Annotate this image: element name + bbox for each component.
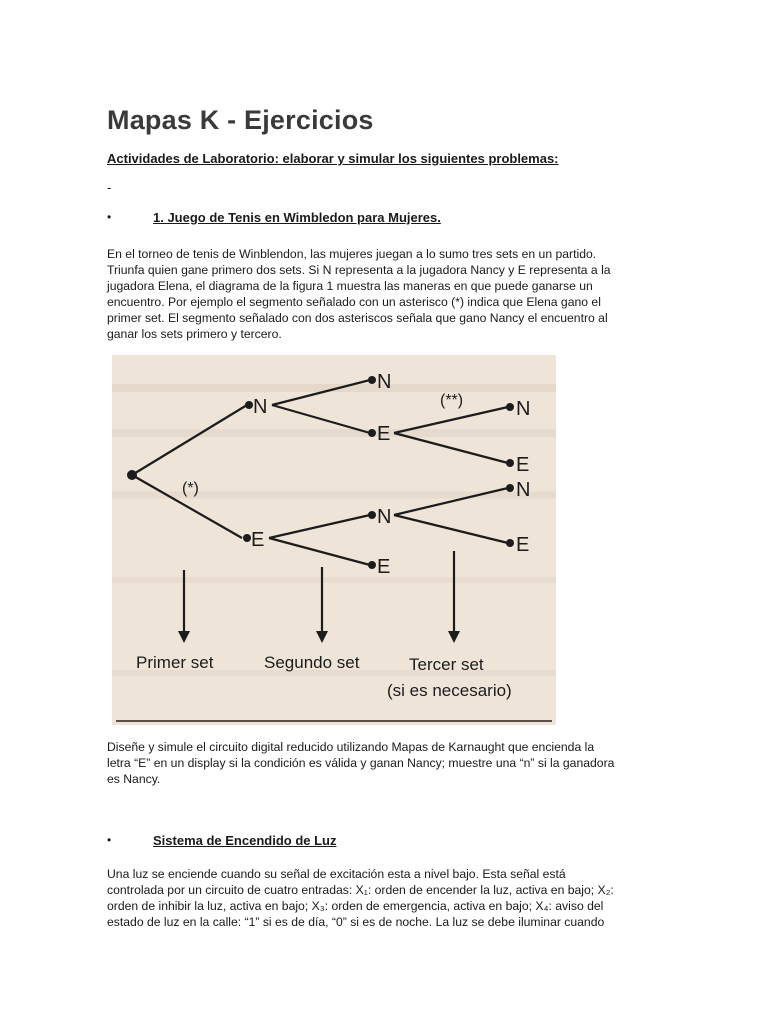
text-line: jugadora Elena, el diagrama de la figura 1 muestra las maneras en que puede ganarse un bbox=[107, 279, 593, 293]
text-line: ganar los sets primero y tercero. bbox=[107, 327, 282, 341]
node-label: N bbox=[253, 396, 268, 418]
label-si-es-necesario: (si es necesario) bbox=[387, 681, 512, 700]
section1-heading: 1. Juego de Tenis en Wimbledon para Mujeres. bbox=[153, 210, 441, 225]
lab-subtitle: Actividades de Laboratorio: elaborar y simular los siguientes problemas: bbox=[107, 151, 559, 166]
text-line: primer set. El segmento señalado con dos asteriscos señala que gano Nancy el encuentro al bbox=[107, 311, 608, 325]
label-primer-set: Primer set bbox=[136, 653, 214, 672]
section1-task bbox=[107, 739, 667, 787]
node-label: E bbox=[251, 529, 265, 551]
section2-body bbox=[107, 866, 667, 930]
node-label: E bbox=[377, 556, 391, 578]
tree-diagram bbox=[112, 355, 556, 725]
bullet-icon: • bbox=[107, 833, 112, 847]
text-line: En el torneo de tenis de Winblendon, las mujeres juegan a lo sumo tres sets en un partido. bbox=[107, 247, 597, 261]
text-line: Una luz se enciende cuando su señal de excitación esta a nivel bajo. Esta señal está bbox=[107, 867, 566, 881]
text-line: orden de inhibir la luz, activa en bajo; X₃: orden de emergencia, activa en bajo; X₄: aviso del bbox=[107, 899, 604, 913]
section1-intro bbox=[107, 246, 667, 342]
text-line: encuentro. Por ejemplo el segmento señalado con un asterisco (*) indica que Elena gano el bbox=[107, 295, 601, 309]
double-asterisk-mark: (**) bbox=[440, 392, 464, 409]
dash-line: - bbox=[107, 180, 112, 195]
text-line: estado de luz en la calle: “1” si es de día, “0” si es de noche. La luz se debe iluminar cuando bbox=[107, 915, 605, 929]
bullet-icon: • bbox=[107, 210, 112, 224]
tree-edges bbox=[132, 380, 508, 637]
label-segundo-set: Segundo set bbox=[264, 653, 360, 672]
node-label: E bbox=[516, 534, 530, 556]
node-label: N bbox=[377, 371, 392, 393]
text-line: Triunfa quien gane primero dos sets. Si N representa a la jugadora Nancy y E representa a la bbox=[107, 263, 611, 277]
tennis-tree-figure bbox=[112, 355, 556, 725]
text-line: Diseñe y simule el circuito digital reducido utilizando Mapas de Karnaught que encienda la bbox=[107, 740, 595, 754]
node-label: E bbox=[377, 423, 391, 445]
node-label: E bbox=[516, 454, 530, 476]
node-label: N bbox=[516, 479, 531, 501]
section2-heading: Sistema de Encendido de Luz bbox=[153, 833, 337, 848]
page-title: Mapas K - Ejercicios bbox=[107, 105, 374, 135]
text-line: letra “E” en un display si la condición es válida y ganan Nancy; muestre una “n” si la ganadora bbox=[107, 756, 615, 770]
single-asterisk-mark: (*) bbox=[182, 480, 199, 497]
label-tercer-set: Tercer set bbox=[409, 655, 484, 674]
node-label: N bbox=[377, 506, 392, 528]
text-line: es Nancy. bbox=[107, 772, 161, 786]
text-line: controlada por un circuito de cuatro entradas: X₁: orden de encender la luz, activa en bajo; X₂: bbox=[107, 883, 614, 897]
node-label: N bbox=[516, 398, 531, 420]
arrow-heads bbox=[178, 631, 460, 643]
